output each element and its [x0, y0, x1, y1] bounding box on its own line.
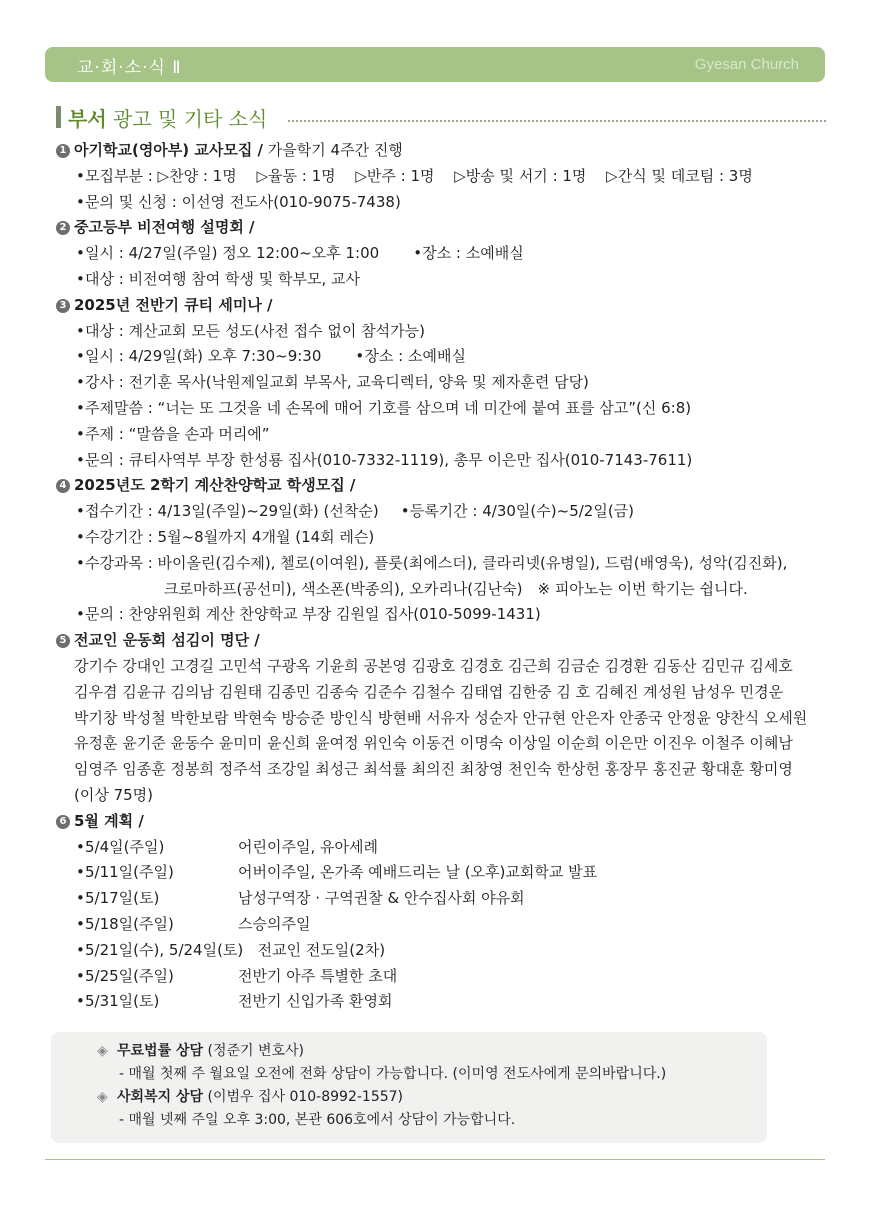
- list-item: [56, 422, 826, 448]
- bullet-icon: •: [76, 321, 85, 340]
- bullet-icon: •: [76, 889, 85, 908]
- plan-row: [56, 886, 826, 912]
- item-text: 모집부분 : ▷찬양 : 1명 ▷율동 : 1명 ▷반주 : 1명 ▷방송 및 서기 : 1명 ▷간식 및 데코팀 : 3명: [85, 166, 753, 185]
- list-item: [56, 319, 826, 345]
- bullet-icon: •: [76, 553, 85, 572]
- item-text: 장소 : 소예배실: [422, 244, 524, 263]
- consultation-notice-box: [51, 1032, 767, 1143]
- diamond-icon: ◈: [97, 1043, 108, 1059]
- plan-desc: 전반기 아주 특별한 초대: [238, 966, 398, 985]
- number-badge: 2: [56, 221, 70, 235]
- bullet-icon: •: [76, 347, 85, 366]
- bullet-icon: •: [76, 502, 85, 521]
- number-badge: 3: [56, 299, 70, 313]
- item-text: 대상 : 비전여행 참여 학생 및 학부모, 교사: [85, 269, 361, 288]
- item-4-title: [56, 473, 826, 499]
- number-badge: 4: [56, 479, 70, 493]
- item-title-bold: 2025년도 2학기 계산찬양학교 학생모집 /: [74, 476, 356, 495]
- list-item: [56, 551, 826, 577]
- list-item: [56, 499, 826, 525]
- plan-row: [56, 964, 826, 990]
- bullet-icon: •: [76, 605, 85, 624]
- plan-desc: 스승의주일: [238, 914, 311, 933]
- item-5-title: [56, 628, 826, 654]
- bullet-icon: •: [413, 244, 423, 263]
- item-text: 등록기간 : 4/30일(수)~5/2일(금): [409, 502, 635, 521]
- bottom-divider: [45, 1159, 825, 1160]
- bullet-icon: •: [355, 347, 365, 366]
- names-row: 강기수 강대인 고경길 고민석 구광옥 기윤희 공본영 김광호 김경호 김근희 김금순 김경환 김동산 김민규 김세호: [74, 656, 793, 675]
- list-item: [56, 190, 826, 216]
- volunteer-names: [56, 654, 826, 809]
- plan-date: 5/21일(수), 5/24일(토): [85, 940, 244, 959]
- names-row: 김우겸 김윤규 김의남 김원태 김종민 김종숙 김준수 김철수 김태엽 김한중 김 호 김혜진 계성원 남성우 민경운: [74, 682, 784, 701]
- item-title-bold: 2025년 전반기 큐티 세미나 /: [74, 295, 273, 314]
- welfare-consult-sub: (이범우 집사 010-8992-1557): [203, 1089, 404, 1105]
- heading-dotted-line: [288, 120, 826, 122]
- legal-consult-row: [97, 1040, 666, 1063]
- plan-desc: 어버이주일, 온가족 예배드리는 날 (오후)교회학교 발표: [238, 863, 598, 882]
- plan-date: 5/25일(주일): [85, 966, 174, 985]
- item-text: 수강기간 : 5월~8월까지 4개월 (14회 레슨): [85, 527, 375, 546]
- plan-row: [56, 912, 826, 938]
- number-badge: 1: [56, 144, 70, 158]
- item-text: 일시 : 4/29일(화) 오후 7:30~9:30: [85, 347, 322, 366]
- heading-bar-marker: [56, 106, 61, 128]
- item-text: 대상 : 계산교회 모든 성도(사전 접수 없이 참석가능): [85, 321, 425, 340]
- list-item: [56, 525, 826, 551]
- plan-date: 5/31일(토): [85, 992, 160, 1011]
- item-title-bold: 아기학교(영아부) 교사모집 /: [74, 141, 264, 159]
- item-3-title: [56, 293, 826, 319]
- list-item: [56, 164, 826, 190]
- bullet-icon: •: [76, 863, 85, 882]
- notice-content: [97, 1040, 666, 1132]
- section-heading: [56, 103, 826, 133]
- item-text: 수강과목 : 바이올린(김수제), 첼로(이여원), 플룻(최에스더), 클라리넷(유병일), 드럼(배영욱), 성악(김진화),: [85, 553, 788, 572]
- bullet-icon: •: [76, 424, 85, 443]
- plan-row: [56, 989, 826, 1015]
- item-text: 주제말씀 : “너는 또 그것을 네 손목에 매어 기호를 삼으며 네 미간에 붙여 표를 삼고”(신 6:8): [85, 398, 692, 417]
- bullet-icon: •: [76, 166, 85, 185]
- welfare-consult-title: 사회복지 상담: [117, 1089, 204, 1105]
- bullet-icon: •: [76, 450, 85, 469]
- list-item: [56, 448, 826, 474]
- list-item: [56, 267, 826, 293]
- header-bar: [45, 47, 825, 82]
- bullet-icon: •: [76, 244, 85, 263]
- plan-date: 5/4일(주일): [85, 837, 165, 856]
- bullet-icon: •: [76, 837, 85, 856]
- bullet-icon: •: [76, 940, 85, 959]
- plan-date: 5/11일(주일): [85, 863, 174, 882]
- bullet-icon: •: [76, 966, 85, 985]
- legal-consult-title: 무료법률 상담: [117, 1043, 204, 1059]
- item-text: 강사 : 전기훈 목사(낙원제일교회 부목사, 교육디렉터, 양육 및 제자훈련 담당): [85, 373, 589, 392]
- list-item: [56, 602, 826, 628]
- header-title: 교·회·소·식 Ⅱ: [77, 58, 182, 78]
- welfare-consult-detail: - 매월 넷째 주일 오후 3:00, 본관 606호에서 상담이 가능합니다.: [119, 1112, 516, 1128]
- diamond-icon: ◈: [97, 1089, 108, 1105]
- church-name: Gyesan Church: [694, 56, 799, 73]
- list-item: [56, 344, 826, 370]
- item-text: 주제 : “말씀을 손과 머리에”: [85, 424, 270, 443]
- item-title-bold: 중고등부 비전여행 설명회 /: [74, 218, 255, 237]
- plan-desc: 전반기 신입가족 환영회: [238, 992, 393, 1011]
- item-title-bold: 5월 계획 /: [74, 811, 144, 830]
- item-title-bold: 전교인 운동회 섬김이 명단 /: [74, 631, 260, 650]
- bullet-icon: •: [76, 398, 85, 417]
- item-text: 일시 : 4/27일(주일) 정오 12:00~오후 1:00: [85, 244, 380, 263]
- item-text: 문의 및 신청 : 이선영 전도사(010-9075-7438): [85, 192, 401, 211]
- item-1-title: [56, 138, 826, 164]
- list-item: [56, 396, 826, 422]
- names-row: 박기창 박성철 박한보람 박현숙 방승준 방인식 방현배 서유자 성순자 안규현 안은자 안종국 안정윤 양찬식 오세원: [74, 708, 808, 727]
- legal-consult-detail: - 매월 첫째 주 월요일 오전에 전화 상담이 가능합니다. (이미영 전도사에게 문의바랍니다.): [119, 1066, 667, 1082]
- legal-consult-sub: (정준기 변호사): [203, 1043, 304, 1059]
- bullet-icon: •: [76, 992, 85, 1011]
- bullet-icon: •: [400, 502, 410, 521]
- heading-rest: 광고 및 기타 소식: [106, 107, 268, 131]
- item-text: 문의 : 찬양위원회 계산 찬양학교 부장 김원일 집사(010-5099-1431): [85, 605, 541, 624]
- plan-desc: 남성구역장 · 구역권찰 & 안수집사회 야유회: [238, 889, 525, 908]
- bullet-icon: •: [76, 914, 85, 933]
- item-text: 문의 : 큐티사역부 부장 한성룡 집사(010-7332-1119), 총무 이은만 집사(010-7143-7611): [85, 450, 693, 469]
- list-item: [56, 370, 826, 396]
- heading-text: [68, 103, 267, 132]
- welfare-consult-row: [97, 1086, 666, 1109]
- item-title-rest: 가을학기 4주간 진행: [263, 141, 403, 159]
- plan-row: [56, 835, 826, 861]
- plan-row: [56, 938, 826, 964]
- names-row: 유정훈 윤기준 윤동수 윤미미 윤신희 윤여정 위인숙 이동건 이명숙 이상일 이순희 이은만 이진우 이철주 이혜남: [74, 734, 793, 753]
- announcement-list: [56, 138, 826, 1015]
- heading-bold: 부서: [68, 107, 107, 131]
- names-total: (이상 75명): [74, 785, 154, 804]
- list-item-continuation: 크로마하프(공선미), 색소폰(박종의), 오카리나(김난숙) ※ 피아노는 이번 학기는 쉽니다.: [164, 579, 748, 598]
- plan-row: [56, 860, 826, 886]
- item-2-title: [56, 215, 826, 241]
- list-item: [56, 241, 826, 267]
- bullet-icon: •: [76, 527, 85, 546]
- item-text: 장소 : 소예배실: [364, 347, 466, 366]
- item-text: 접수기간 : 4/13일(주일)~29일(화) (선착순): [85, 502, 379, 521]
- plan-desc: 전교인 전도일(2차): [257, 940, 386, 959]
- item-6-title: [56, 809, 826, 835]
- plan-date: 5/17일(토): [85, 889, 160, 908]
- bullet-icon: •: [76, 373, 85, 392]
- bullet-icon: •: [76, 269, 85, 288]
- bullet-icon: •: [76, 192, 85, 211]
- plan-desc: 어린이주일, 유아세례: [238, 837, 378, 856]
- plan-date: 5/18일(주일): [85, 914, 174, 933]
- names-row: 임영주 임종훈 정봉희 정주석 조강일 최성근 최석률 최의진 최창영 천인숙 한상헌 홍장무 홍진균 황대훈 황미영: [74, 760, 793, 779]
- number-badge: 5: [56, 634, 70, 648]
- number-badge: 6: [56, 815, 70, 829]
